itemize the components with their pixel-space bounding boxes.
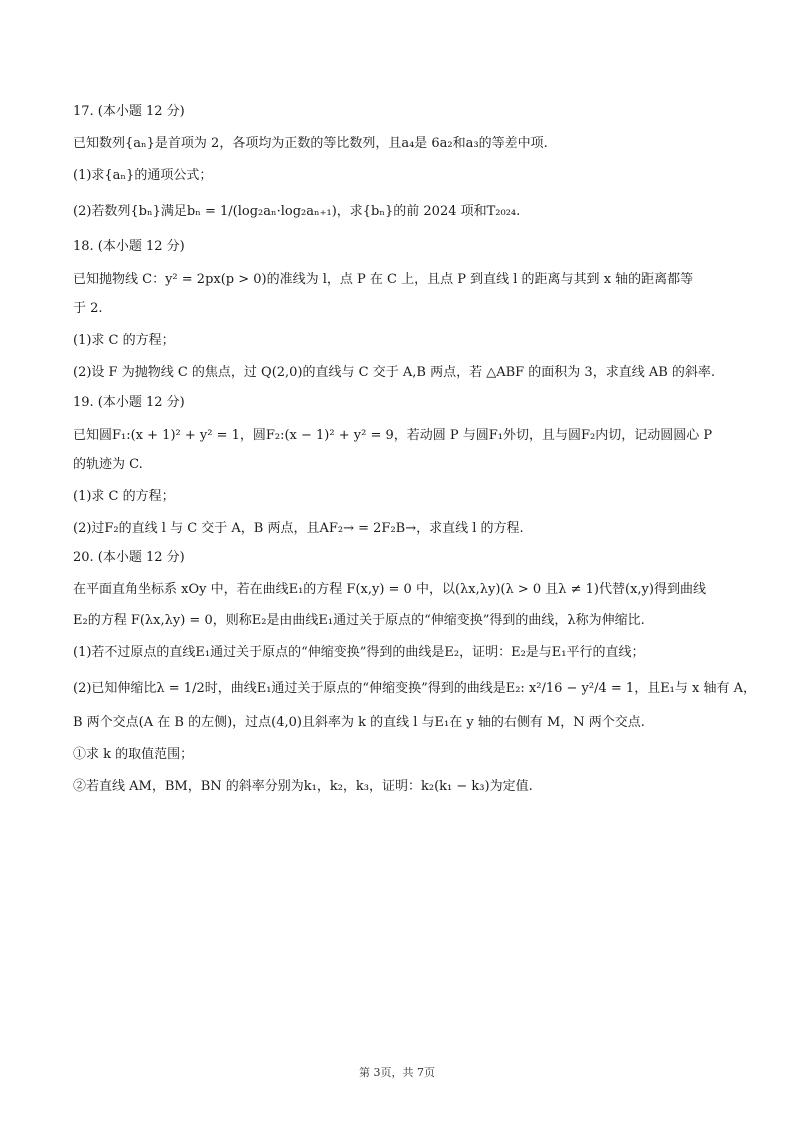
problem-17-part-1: (1)求{aₙ}的通项公式；: [73, 168, 213, 183]
problem-19-part-1: (1)求 C 的方程；: [73, 489, 175, 504]
problem-18-part-2: (2)设 F 为抛物线 C 的焦点，过 Q(2,0)的直线与 C 交于 A,B 两点，若 △ABF 的面积为 3，求直线 AB 的斜率.: [73, 365, 716, 380]
problem-20-subpart-1: ①求 k 的取值范围；: [73, 747, 194, 762]
problem-19-header: 19. (本小题 12 分): [73, 395, 185, 410]
problem-20-subpart-2: ②若直线 AM，BM，BN 的斜率分别为k₁，k₂，k₃，证明：k₂(k₁ − k₃)为定值.: [73, 779, 533, 794]
problem-17-header: 17. (本小题 12 分): [73, 104, 185, 119]
problem-18-header: 18. (本小题 12 分): [73, 239, 185, 254]
problem-19-stem-line-2: 的轨迹为 C.: [73, 457, 143, 472]
problem-17-part-2: (2)若数列{bₙ}满足bₙ = 1/(log₂aₙ·log₂aₙ₊₁)，求{bₙ}的前 2024 项和T₂₀₂₄.: [73, 204, 521, 219]
problem-20-header: 20. (本小题 12 分): [73, 550, 185, 565]
page-footer: 第 3页，共 7页: [359, 1066, 435, 1079]
problem-19-part-2: (2)过F₂的直线 l 与 C 交于 A，B 两点，且AF₂→ = 2F₂B→，求直线 l 的方程.: [73, 521, 524, 536]
problem-20-part-2-line-2: B 两个交点(A 在 B 的左侧)，过点(4,0)且斜率为 k 的直线 l 与E₁在 y 轴的右侧有 M，N 两个交点.: [73, 715, 645, 730]
problem-18-part-1: (1)求 C 的方程；: [73, 333, 175, 348]
problem-20-part-1: (1)若不过原点的直线E₁通过关于原点的“伸缩变换”得到的曲线是E₂，证明：E₂是与E₁平行的直线；: [73, 645, 645, 660]
problem-20-stem-line-2: E₂的方程 F(λx,λy) = 0，则称E₂是由曲线E₁通过关于原点的“伸缩变换”得到的曲线，λ称为伸缩比.: [73, 613, 645, 628]
problem-20-stem-line-1: 在平面直角坐标系 xOy 中，若在曲线E₁的方程 F(x,y) = 0 中，以(λx,λy)(λ > 0 且λ ≠ 1)代替(x,y)得到曲线: [73, 582, 706, 597]
problem-18-stem-line-1: 已知抛物线 C：y² = 2px(p > 0)的准线为 l，点 P 在 C 上，且点 P 到直线 l 的距离与其到 x 轴的距离都等: [73, 272, 694, 287]
problem-18-stem-line-2: 于 2.: [73, 301, 103, 316]
problem-20-part-2-line-1: (2)已知伸缩比λ = 1/2时，曲线E₁通过关于原点的“伸缩变换”得到的曲线是E₂: x²/16 − y²/4 = 1，且E₁与 x 轴有 A，: [73, 681, 757, 696]
problem-19-stem-line-1: 已知圆F₁:(x + 1)² + y² = 1，圆F₂:(x − 1)² + y² = 9，若动圆 P 与圆F₁外切，且与圆F₂内切，记动圆圆心 P: [73, 428, 713, 443]
problem-17-stem: 已知数列{aₙ}是首项为 2，各项均为正数的等比数列，且a₄是 6a₂和a₃的等差中项.: [73, 136, 548, 151]
